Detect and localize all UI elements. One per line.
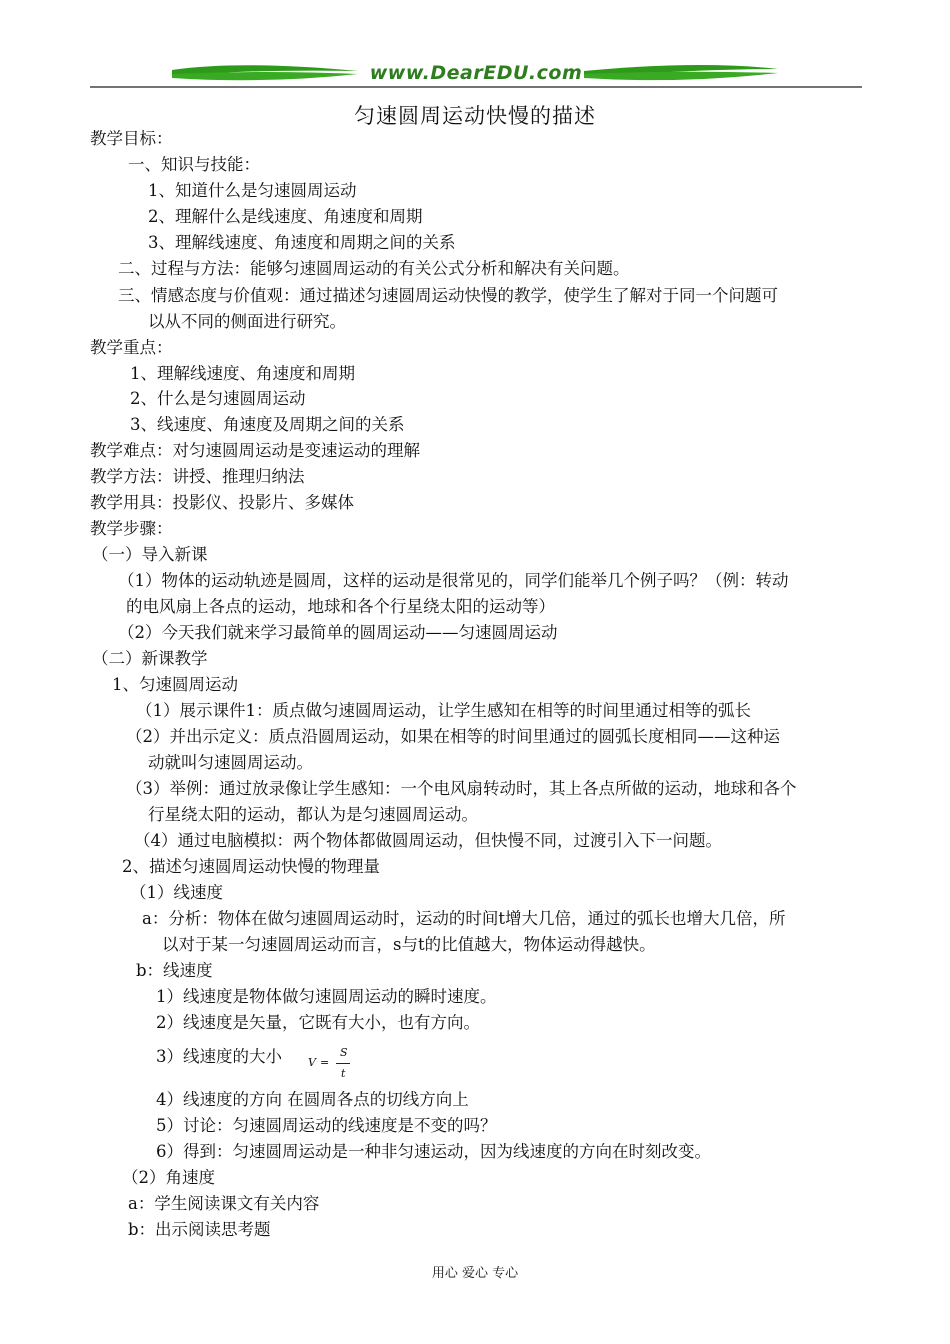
list-item: b：出示阅读思考题 [128, 1220, 271, 1239]
paragraph: （2）今天我们就来学习最简单的圆周运动——匀速圆周运动 [118, 623, 558, 642]
paragraph: （4）通过电脑模拟：两个物体都做圆周运动，但快慢不同，过渡引入下一问题。 [134, 831, 722, 850]
paragraph: （1）展示课件1：质点做匀速圆周运动，让学生感知在相等的时间里通过相等的弧长 [136, 701, 751, 720]
site-logo[interactable]: www.DearEDU.com [369, 62, 583, 84]
subsection-heading: 二、过程与方法：能够匀速圆周运动的有关公式分析和解决有关问题。 [118, 259, 630, 278]
paragraph-continuation: 以从不同的侧面进行研究。 [148, 312, 346, 331]
paragraph: a：分析：物体在做匀速圆周运动时，运动的时间t增大几倍，通过的弧长也增大几倍，所 [142, 909, 786, 928]
page-footer: 用心 爱心 专心 [431, 1266, 519, 1281]
section-heading: 教学目标： [90, 129, 173, 148]
subsection-heading: （一）导入新课 [92, 545, 208, 564]
list-item: 3）线速度的大小 [156, 1047, 282, 1066]
list-item: 3、线速度、角速度及周期之间的关系 [130, 415, 405, 434]
section-heading: 教学用具：投影仪、投影片、多媒体 [90, 493, 354, 512]
subsection-heading: 2、描述匀速圆周运动快慢的物理量 [122, 857, 380, 876]
list-item: 1、知道什么是匀速圆周运动 [148, 181, 357, 200]
paragraph: （3）举例：通过放录像让学生感知：一个电风扇转动时，其上各点所做的运动，地球和各个 [126, 779, 797, 798]
paragraph: （1）物体的运动轨迹是圆周，这样的运动是很常见的，同学们能举几个例子吗？（例：转动 [118, 571, 789, 590]
subsection-heading: 一、知识与技能： [128, 155, 260, 174]
fraction-bar [336, 1063, 350, 1064]
list-item: a：学生阅读课文有关内容 [128, 1194, 320, 1213]
subsection-heading: （二）新课教学 [92, 649, 208, 668]
list-item: 2）线速度是矢量，它既有大小，也有方向。 [156, 1013, 480, 1032]
list-item: 5）讨论：匀速圆周运动的线速度是不变的吗？ [156, 1116, 497, 1135]
list-item: 1）线速度是物体做匀速圆周运动的瞬时速度。 [156, 987, 497, 1006]
section-heading: 教学重点： [90, 338, 173, 357]
list-item: 3、理解线速度、角速度和周期之间的关系 [148, 233, 456, 252]
section-heading: 教学步骤： [90, 519, 173, 538]
document-title: 匀速圆周运动快慢的描述 [354, 104, 596, 128]
list-item: 6）得到：匀速圆周运动是一种非匀速运动，因为线速度的方向在时刻改变。 [156, 1142, 711, 1161]
list-item: 1、理解线速度、角速度和周期 [130, 364, 355, 383]
formula-numerator: S [340, 1046, 348, 1059]
paragraph-continuation: 以对于某一匀速圆周运动而言，s与t的比值越大，物体运动得越快。 [162, 935, 656, 954]
velocity-formula [308, 1046, 350, 1082]
subsection-heading: b：线速度 [136, 961, 213, 980]
list-item: 2、什么是匀速圆周运动 [130, 389, 306, 408]
list-item: 2、理解什么是线速度、角速度和周期 [148, 207, 423, 226]
list-item: 4）线速度的方向 在圆周各点的切线方向上 [156, 1090, 469, 1109]
paragraph: （2）并出示定义：质点沿圆周运动，如果在相等的时间里通过的圆弧长度相同——这种运 [126, 727, 780, 746]
formula-denominator: t [341, 1067, 346, 1080]
section-heading: 教学难点：对匀速圆周运动是变速运动的理解 [90, 441, 420, 460]
subsection-heading: 1、匀速圆周运动 [112, 675, 238, 694]
section-heading: 教学方法：讲授、推理归纳法 [90, 467, 305, 486]
paragraph-continuation: 行星绕太阳的运动，都认为是匀速圆周运动。 [148, 805, 478, 824]
paragraph-continuation: 动就叫匀速圆周运动。 [148, 753, 313, 772]
formula-equals: = [320, 1056, 330, 1069]
formula-lhs: V [308, 1056, 316, 1069]
subsection-heading: 三、情感态度与价值观：通过描述匀速圆周运动快慢的教学，使学生了解对于同一个问题可 [118, 286, 778, 305]
page-header [90, 58, 862, 92]
paragraph-continuation: 的电风扇上各点的运动，地球和各个行星绕太阳的运动等） [126, 597, 555, 616]
subsection-heading: （2）角速度 [122, 1168, 215, 1187]
subsection-heading: （1）线速度 [130, 883, 223, 902]
